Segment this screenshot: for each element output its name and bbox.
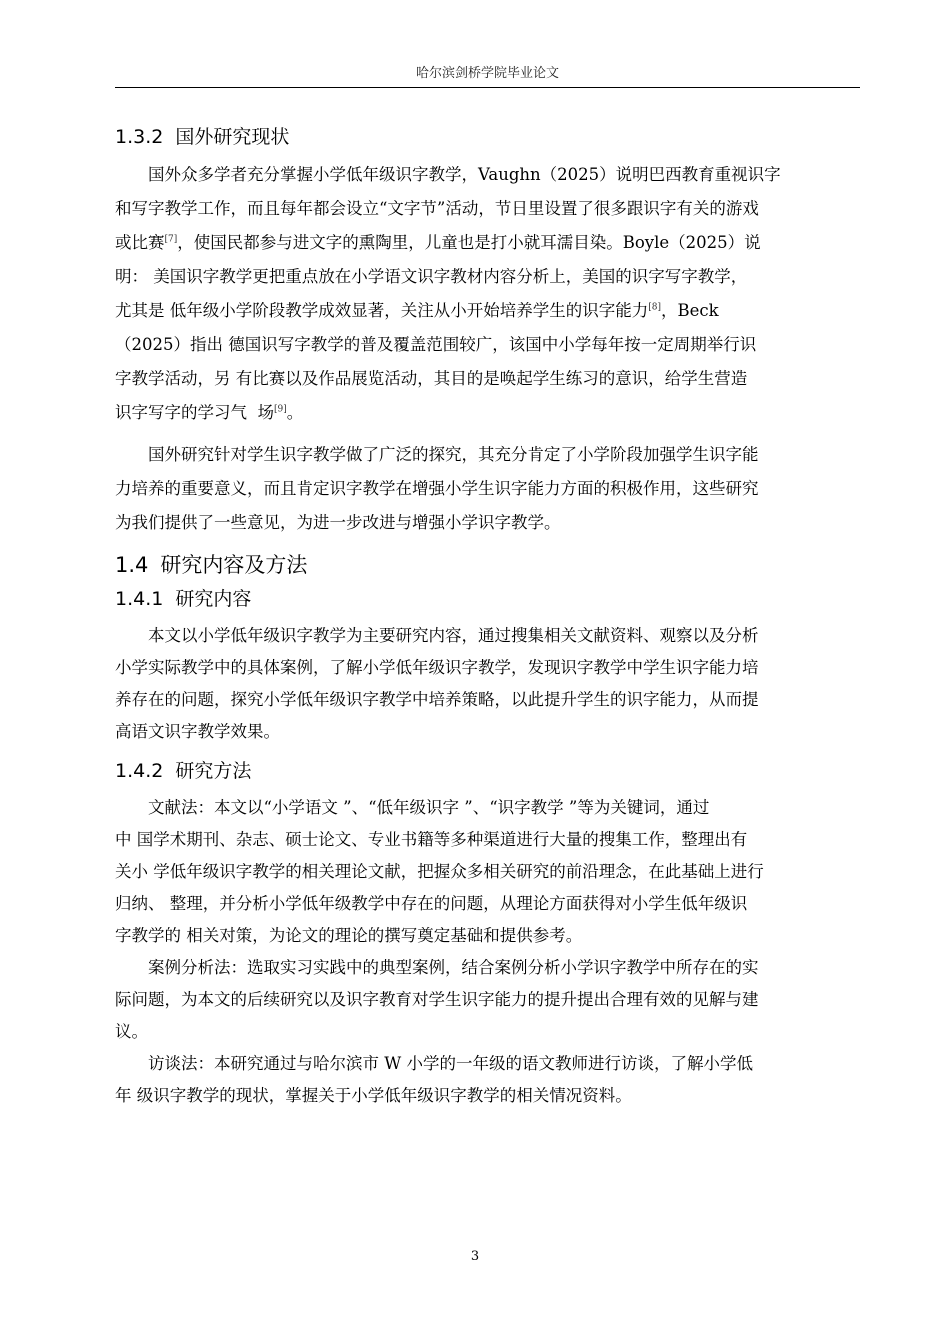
text-line: 养存在的问题，探究小学低年级识字教学中培养策略，以此提升学生的识字能力，从而提	[115, 690, 759, 709]
citation-7: [7]	[164, 234, 178, 245]
text-line: 力培养的重要意义，而且肯定识字教学在增强小学生识字能力方面的积极作用，这些研究	[115, 479, 759, 498]
text-line: 际问题，为本文的后续研究以及识字教育对学生识字能力的提升提出合理有效的见解与建	[115, 990, 759, 1009]
text-line: 为我们提供了一些意见，为进一步改进与增强小学识字教学。	[115, 513, 561, 532]
heading-number: 1.3.2	[115, 126, 164, 148]
text-line: 访谈法：本研究通过与哈尔滨市 W 小学的一年级的语文教师进行访谈，了解小学低	[148, 1054, 753, 1073]
text-line: 识字写字的学习气 场[9]。	[115, 403, 304, 422]
heading-1-4-1	[115, 584, 863, 614]
paragraph-foreign-research	[115, 158, 863, 430]
heading-title: 研究内容及方法	[160, 553, 308, 577]
text-line: 归纳、 整理，并分析小学低年级教学中存在的问题，从理论方面获得对小学生低年级识	[115, 894, 748, 913]
text-line: 中 国学术期刊、杂志、硕士论文、专业书籍等多种渠道进行大量的搜集工作，整理出有	[115, 830, 748, 849]
text-line: 明： 美国识字教学更把重点放在小学语文识字教材内容分析上，美国的识字写字教学，	[115, 267, 748, 286]
heading-1-4	[115, 548, 863, 582]
text-line: 文献法：本文以“小学语文 ”、“低年级识字 ”、“识字教学 ”等为关键词，通过	[148, 798, 710, 817]
heading-title: 国外研究现状	[175, 126, 290, 148]
heading-title: 研究方法	[175, 760, 252, 782]
text-line: 国外研究针对学生识字教学做了广泛的探究，其充分肯定了小学阶段加强学生识字能	[148, 445, 759, 464]
citation-9: [9]	[274, 404, 287, 415]
paragraph-research-content	[115, 620, 863, 748]
citation-8: [8]	[648, 302, 661, 313]
heading-number: 1.4.1	[115, 588, 164, 610]
text-line: 国外众多学者充分掌握小学低年级识字教学，Vaughn（2025）说明巴西教育重视识字	[148, 165, 781, 184]
text-line: 小学实际教学中的具体案例，了解小学低年级识字教学，发现识字教学中学生识字能力培	[115, 658, 759, 677]
running-header: 哈尔滨剑桥学院毕业论文	[415, 66, 559, 81]
paragraph-foreign-summary	[115, 438, 863, 540]
text-line: 字教学的 相关对策，为论文的理论的撰写奠定基础和提供参考。	[115, 926, 583, 945]
text-line: 字教学活动，另 有比赛以及作品展览活动，其目的是唤起学生练习的意识，给学生营造	[115, 369, 748, 388]
text-line: 议。	[115, 1022, 148, 1041]
text-line: 本文以小学低年级识字教学为主要研究内容，通过搜集相关文献资料、观察以及分析	[148, 626, 759, 645]
paragraph-literature-method	[115, 792, 863, 952]
heading-number: 1.4	[115, 553, 149, 577]
text-line: 关小 学低年级识字教学的相关理论文献，把握众多相关研究的前沿理念，在此基础上进行	[115, 862, 764, 881]
text-line: 年 级识字教学的现状，掌握关于小学低年级识字教学的相关情况资料。	[115, 1086, 632, 1105]
text-line: 和写字教学工作，而且每年都会设立“文字节”活动，节日里设置了很多跟识字有关的游戏	[115, 199, 759, 218]
text-line: （2025）指出 德国识写字教学的普及覆盖范围较广，该国中小学每年按一定周期举行识	[115, 335, 757, 354]
heading-title: 研究内容	[175, 588, 252, 610]
text-line: 案例分析法：选取实习实践中的典型案例，结合案例分析小学识字教学中所存在的实	[148, 958, 759, 977]
heading-1-4-2	[115, 756, 863, 786]
page-number: 3	[470, 1249, 480, 1264]
paragraph-case-method	[115, 952, 863, 1048]
text-line: 或比赛[7]，使国民都参与进文字的熏陶里，儿童也是打小就耳濡目染。Boyle（2025）说	[115, 233, 761, 252]
page-content	[115, 122, 863, 1120]
heading-number: 1.4.2	[115, 760, 164, 782]
heading-1-3-2	[115, 122, 863, 152]
paragraph-interview-method	[115, 1048, 863, 1112]
text-line: 尤其是 低年级小学阶段教学成效显著，关注从小开始培养学生的识字能力[8]，Beck	[115, 301, 719, 320]
header-rule	[115, 87, 860, 88]
text-line: 高语文识字教学效果。	[115, 722, 280, 741]
